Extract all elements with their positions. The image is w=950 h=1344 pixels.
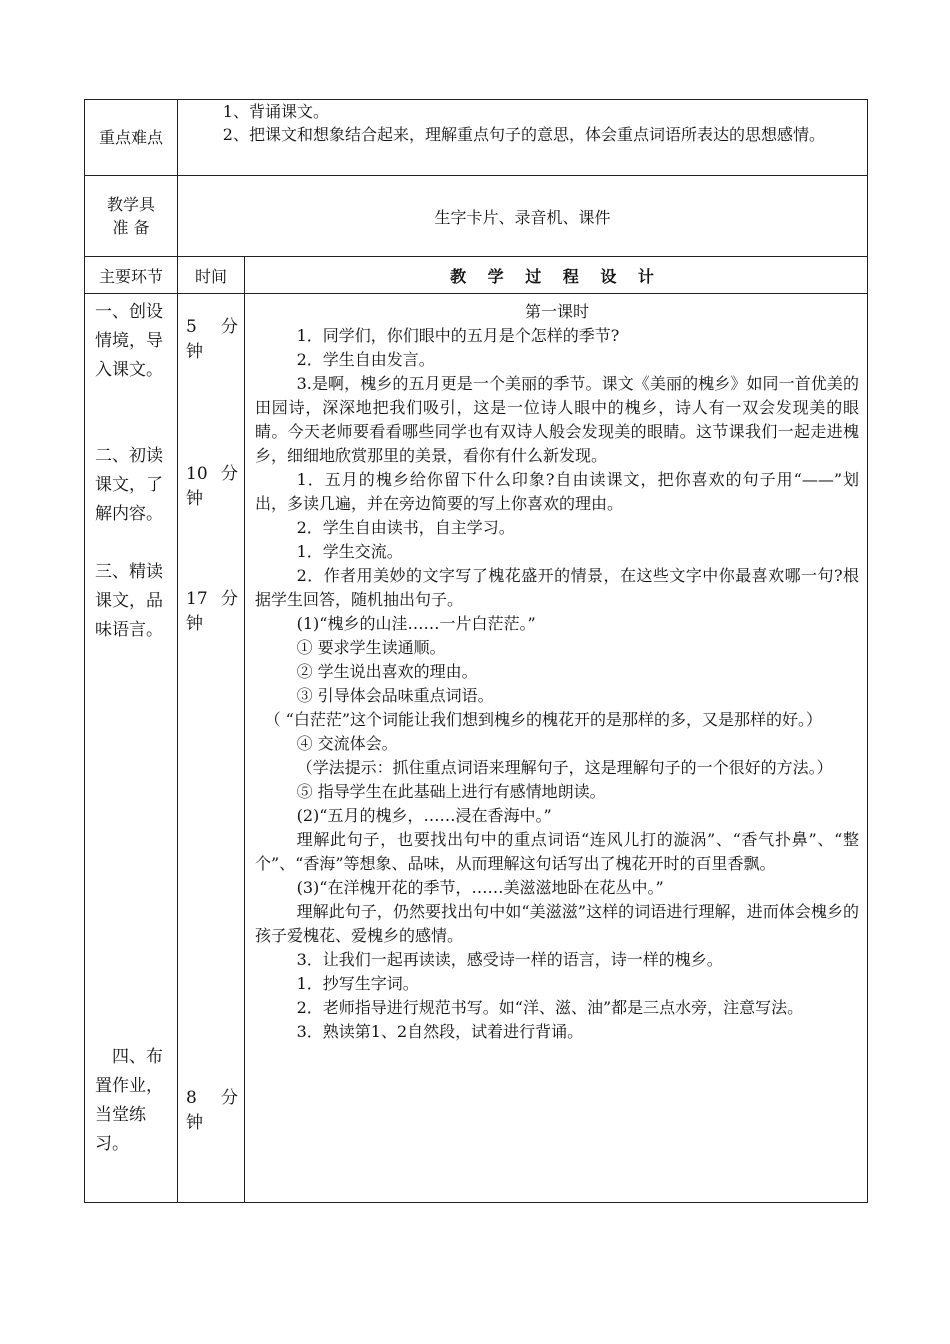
body-row	[85, 294, 868, 1203]
tools-label-line2: 准 备	[112, 218, 150, 237]
tools-content: 生字卡片、录音机、课件	[178, 176, 868, 257]
process-line: 2．老师指导进行规范书写。如“洋、滋、油”都是三点水旁，注意写法。	[296, 998, 804, 1017]
process-line: 3．让我们一起再读读，感受诗一样的语言，诗一样的槐乡。	[296, 950, 723, 969]
process-cell	[245, 294, 868, 1203]
process-line: （ “白茫茫”这个词能让我们想到槐乡的槐花开的是那样的多，又是那样的好。）	[264, 710, 823, 729]
process-line: 1．五月的槐乡给你留下什么印象?自由读课文，把你喜欢的句子用“——”划出，多读几遍，并在旁边简要的写上你喜欢的理由。	[255, 470, 860, 513]
process-line: 2．学生自由发言。	[296, 350, 435, 369]
step-item: 一、创设情境，导入课文。	[95, 302, 163, 380]
process-line: 1．同学们，你们眼中的五月是个怎样的季节?	[296, 326, 620, 345]
header-steps: 主要环节	[85, 257, 178, 294]
time-tail: 钟	[186, 342, 203, 362]
process-line: 3.是啊，槐乡的五月更是一个美丽的季节。课文《美丽的槐乡》如同一首优美的田园诗，深深地把我们吸引，这是一位诗人眼中的槐乡，诗人有一双会发现美的眼睛。今天老师要看看哪些同学也有双诗人般会发现美的眼睛。这节课我们一起走进槐乡，细细地欣赏那里的美景，看你有什么新发现。	[255, 374, 860, 465]
time-unit: 分	[221, 589, 238, 609]
lesson-plan-table	[84, 99, 868, 1203]
time-item	[186, 462, 238, 512]
tools-label-line1: 教学具	[106, 195, 155, 214]
key-point-item: 1、背诵课文。	[222, 102, 329, 121]
process-line: 2．作者用美妙的文字写了槐花盛开的情景，在这些文字中你最喜欢哪一句?根据学生回答，随机抽出句子。	[255, 566, 860, 609]
time-unit: 分	[221, 464, 238, 484]
process-line: (2)“五月的槐乡，……浸在香海中。”	[296, 806, 552, 825]
process-line: 1．抄写生字词。	[296, 974, 419, 993]
key-point-item: 2、把课文和想象结合起来，理解重点句子的意思，体会重点词语所表达的思想感情。	[222, 125, 825, 144]
times-cell	[178, 294, 245, 1203]
key-points-label: 重点难点	[85, 100, 178, 176]
key-points-content	[178, 100, 868, 176]
step-item: 二、初读课文，了解内容。	[95, 446, 163, 524]
time-tail: 钟	[186, 1113, 203, 1133]
key-points-row	[85, 100, 868, 176]
header-process: 教 学 过 程 设 计	[245, 257, 868, 294]
time-item	[186, 587, 238, 637]
time-num: 17	[186, 589, 208, 609]
time-item	[186, 1086, 238, 1136]
time-unit: 分	[221, 1088, 238, 1108]
time-num: 5	[186, 317, 197, 337]
process-line: (1)“槐乡的山洼……一片白茫茫。”	[296, 614, 536, 633]
header-row	[85, 257, 868, 294]
time-num: 8	[186, 1088, 197, 1108]
tools-label	[85, 176, 178, 257]
time-tail: 钟	[186, 489, 203, 509]
step-item: 四、布置作业，当堂练习。	[95, 1047, 163, 1154]
process-line: 理解此句子，也要找出句中的重点词语“连风儿打的漩涡”、“香气扑鼻”、“整个”、“香海”等想象、品味，从而理解这句话写出了槐花开时的百里香飘。	[255, 830, 860, 873]
lesson-title: 第一课时	[525, 302, 590, 321]
time-tail: 钟	[186, 614, 203, 634]
step-item: 三、精读课文，品味语言。	[95, 562, 163, 640]
process-line: ④ 交流体会。	[296, 734, 398, 753]
process-line: （学法提示：抓住重点词语来理解句子，这是理解句子的一个很好的方法。）	[296, 758, 833, 777]
process-line: ⑤ 指导学生在此基础上进行有感情地朗读。	[296, 782, 606, 801]
header-time: 时间	[178, 257, 245, 294]
time-item	[186, 315, 238, 365]
time-unit: 分	[221, 317, 238, 337]
process-line: 理解此句子，仍然要找出句中如“美滋滋”这样的词语进行理解，进而体会槐乡的孩子爱槐花、爱槐乡的感情。	[255, 902, 860, 945]
process-line: (3)“在洋槐开花的季节，……美滋滋地卧在花丛中。”	[296, 878, 664, 897]
steps-cell	[85, 294, 178, 1203]
time-num: 10	[186, 464, 208, 484]
process-line: 3．熟读第1、2自然段，试着进行背诵。	[296, 1022, 584, 1041]
process-line: 1．学生交流。	[296, 542, 403, 561]
process-line: 2．学生自由读书，自主学习。	[296, 518, 515, 537]
process-line: ③ 引导体会品味重点词语。	[296, 686, 494, 705]
process-line: ② 学生说出喜欢的理由。	[296, 662, 478, 681]
tools-row	[85, 176, 868, 257]
process-line: ① 要求学生读通顺。	[296, 638, 446, 657]
